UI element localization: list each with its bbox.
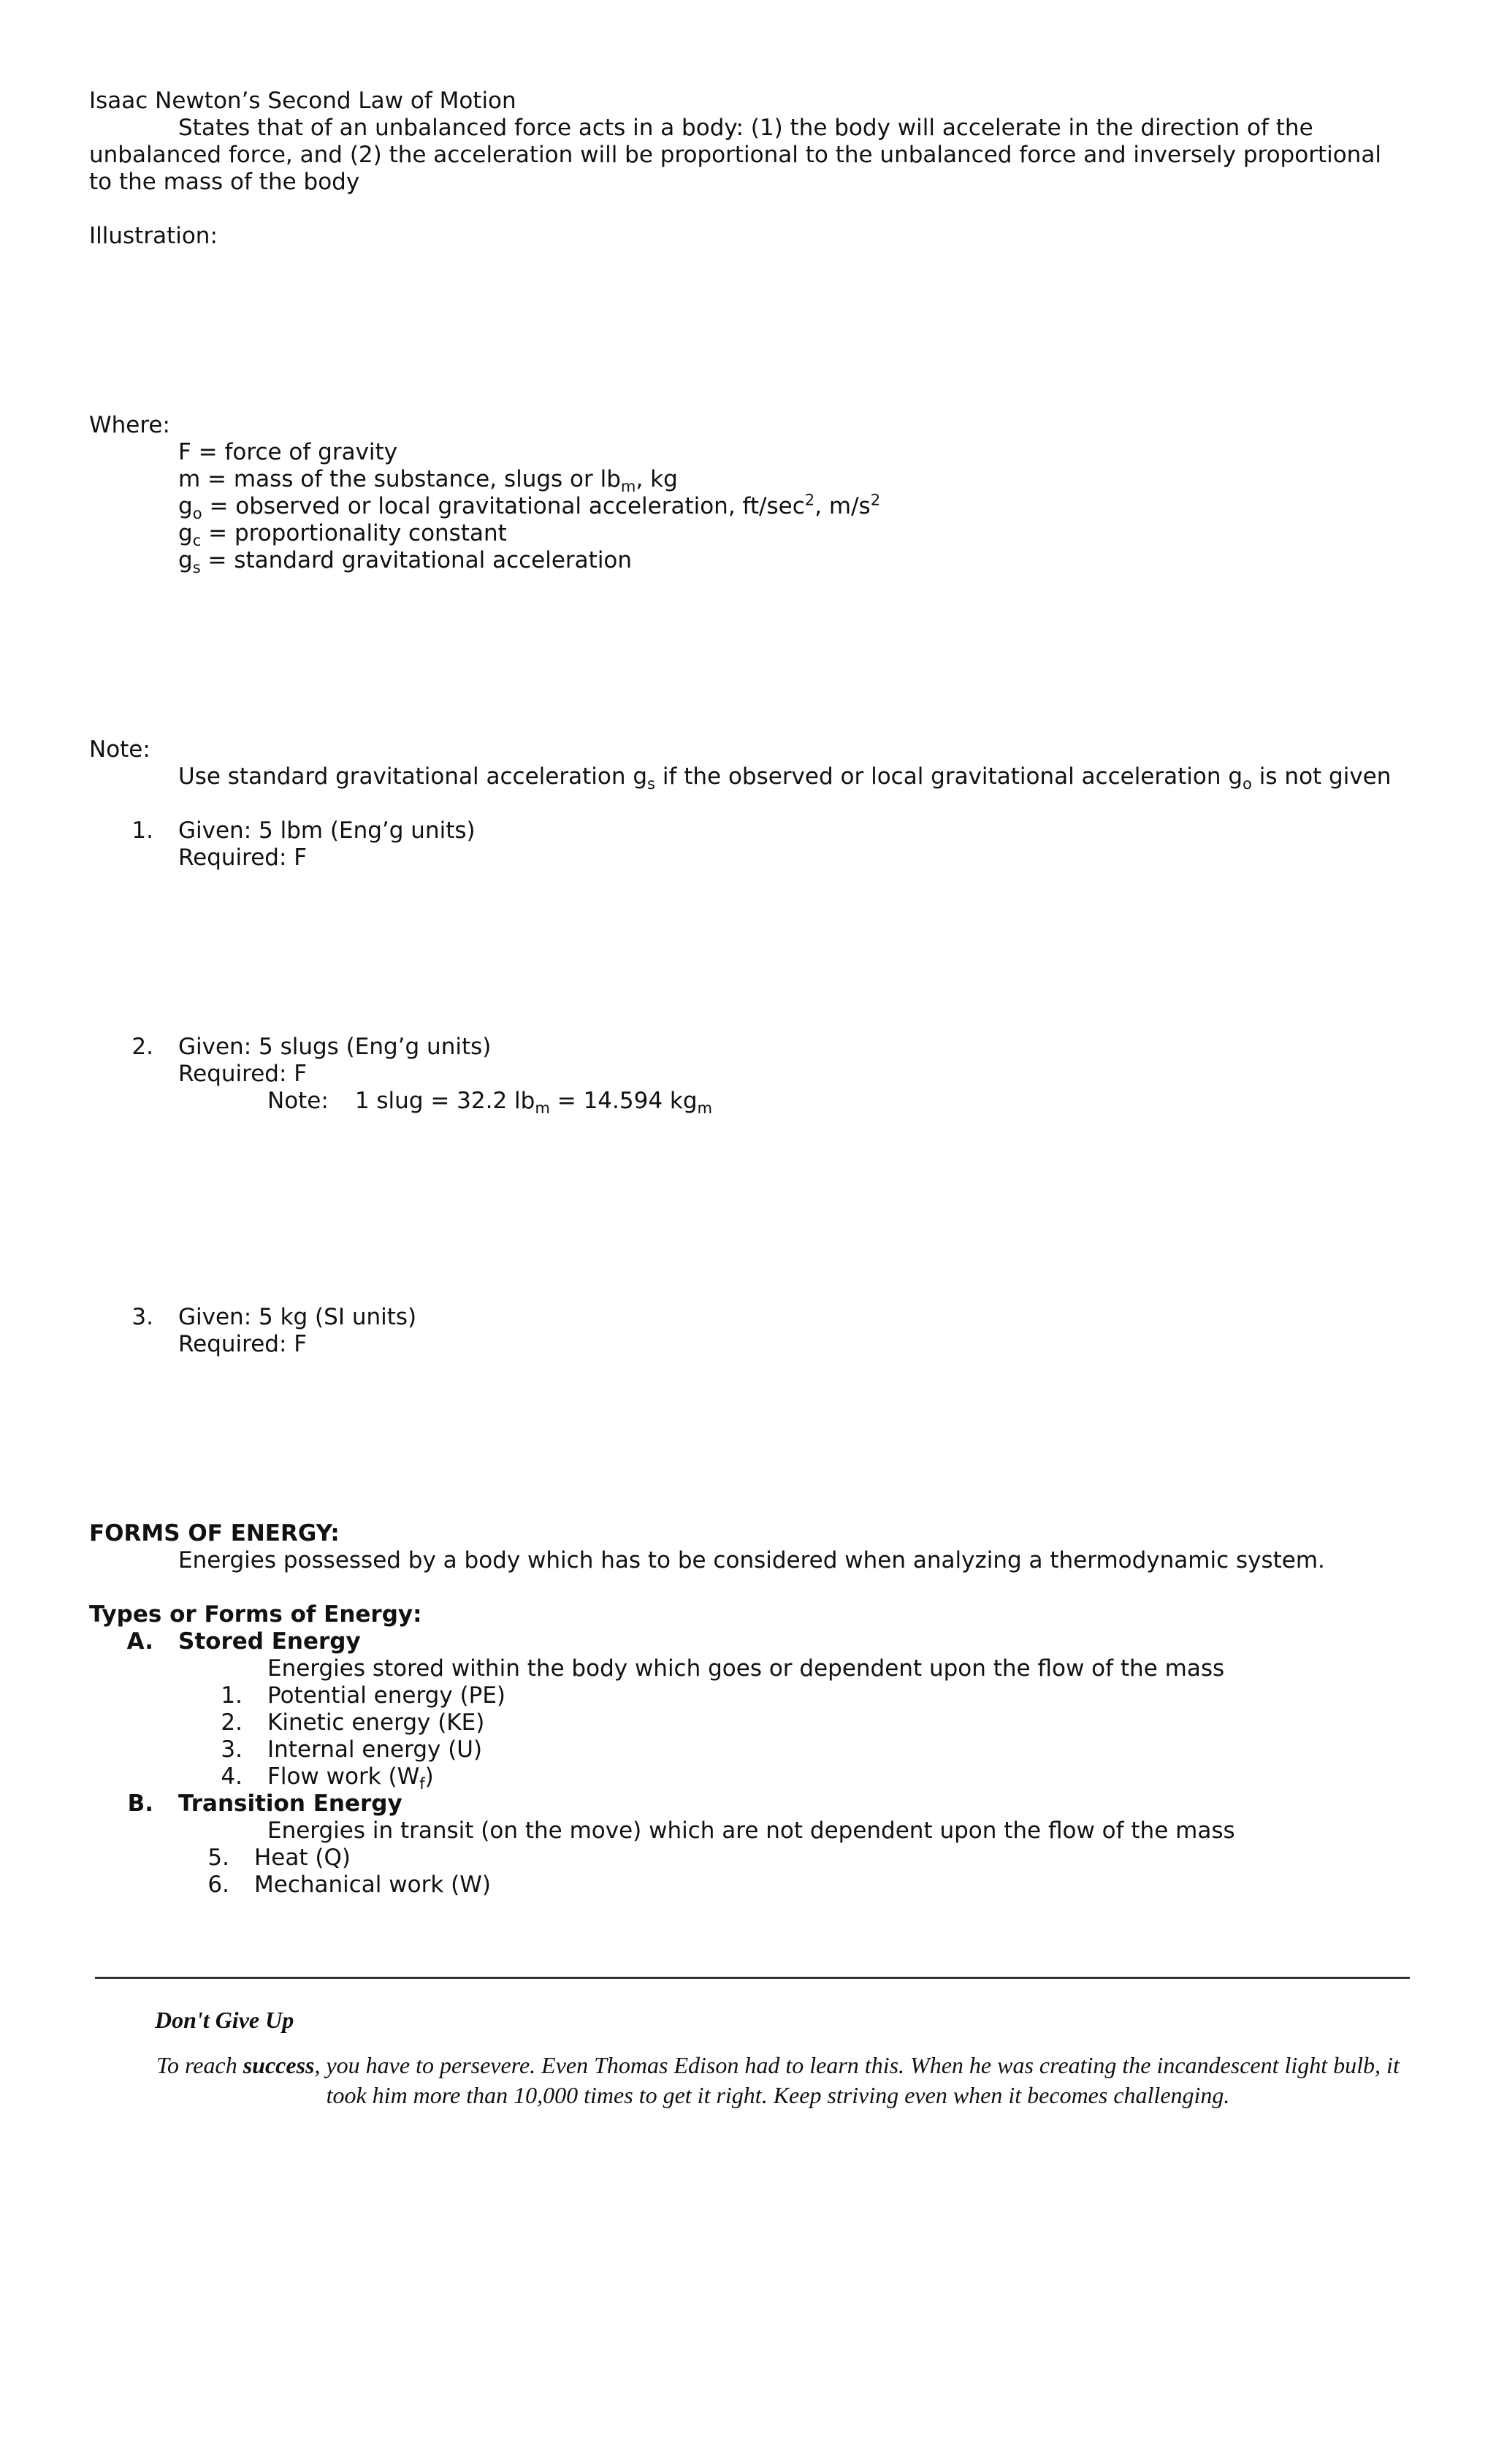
problem-given: Given: 5 lbm (Eng’g units) [178, 817, 476, 844]
energy-heading: FORMS OF ENERGY: [89, 1520, 340, 1546]
energy-description: Energies possessed by a body which has to be considered when analyzing a thermodynamic system. [178, 1547, 1325, 1574]
note-text: Use standard gravitational acceleration $g_s$ if the observed or local gravitational acceleration $g_o$ is not given [178, 763, 1392, 793]
law-statement: States that of an unbalanced force acts in a body: (1) the body will accelerate in the direction of the unbalanced force, and (2) the acceleration will be proportional to the unbalanced force and inversely proportional to the mass of the body [89, 115, 1381, 195]
problem-number: 3. [131, 1304, 153, 1330]
illustration-label: Illustration: [89, 223, 218, 249]
problem-note: Note: 1 slug = 32.2 $lb_m = 14.594$ $kg_m$ [267, 1088, 713, 1118]
problem-number: 2. [131, 1034, 153, 1060]
quote-body: To reach success, you have to persevere. Even Thomas Edison had to learn this. When he was creating the incandescent light bulb, it took him more than 10,000 times to get it right. Keep striving even when it becomes challenging. [156, 2052, 1400, 2108]
definition-gs: $g_s$ = standard gravitational acceleration [178, 547, 633, 577]
problem-given: Given: 5 slugs (Eng’g units) [178, 1034, 492, 1060]
note-label: Note: [89, 736, 150, 763]
definition-force: F = force of gravity [178, 439, 398, 465]
problem-given: Given: 5 kg (SI units) [178, 1304, 417, 1330]
stored-energy-description: Energies stored within the body which goes or dependent upon the flow of the mass [267, 1655, 1225, 1682]
problem-required: Required: F [178, 844, 308, 871]
divider [95, 1977, 1410, 1979]
problem-required: Required: F [178, 1061, 308, 1087]
quote-title: Don't Give Up [155, 2007, 294, 2033]
problem-number: 1. [131, 817, 153, 844]
problem-note-label: Note: [267, 1088, 329, 1114]
problem-required: Required: F [178, 1331, 308, 1357]
where-label: Where: [89, 412, 170, 438]
definition-go: $g_o$ = observed or local gravitational acceleration, $ft/\sec^2$, $m/s^2$ [178, 490, 881, 523]
section-title: Isaac Newton’s Second Law of Motion [89, 88, 516, 114]
definition-mass: m = mass of the substance, slugs or $lb_m$, kg [178, 466, 678, 496]
types-heading: Types or Forms of Energy: [89, 1601, 422, 1628]
definition-gc: $g_c$ = proportionality constant [178, 520, 507, 550]
transition-energy-description: Energies in transit (on the move) which are not dependent upon the flow of the mass [267, 1818, 1235, 1844]
